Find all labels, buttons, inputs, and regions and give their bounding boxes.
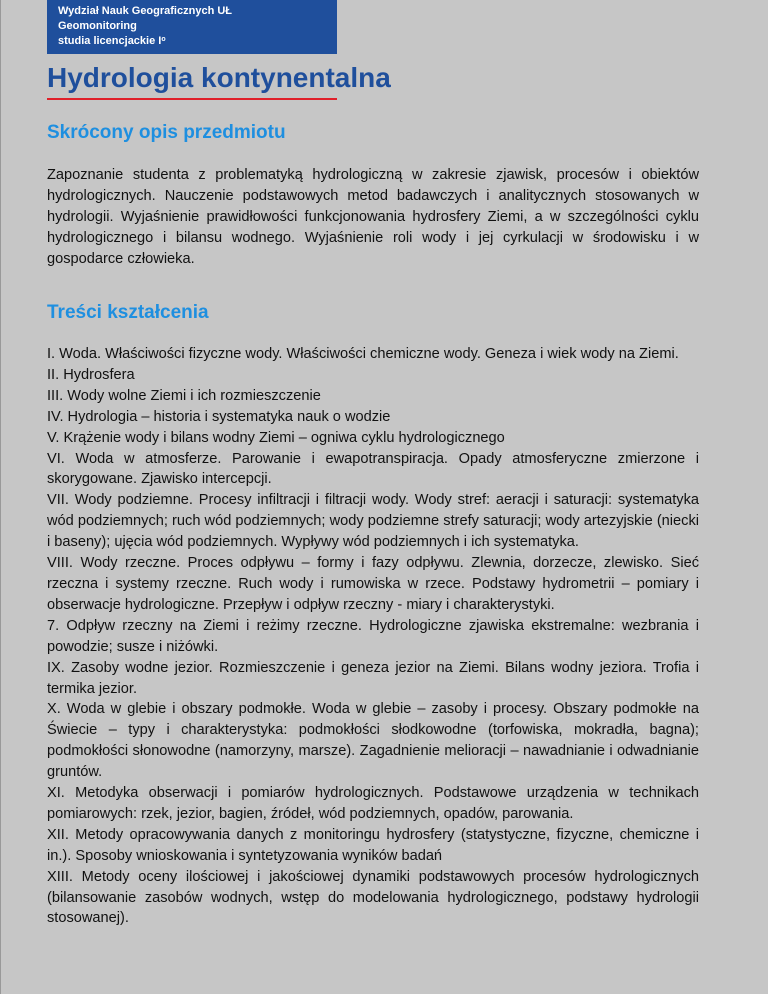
- study-level-text: studia licencjackie I: [58, 35, 162, 47]
- study-level: [58, 34, 327, 49]
- description-heading: Skrócony opis przedmiotu: [47, 122, 286, 143]
- page-title: Hydrologia kontynentalna: [47, 62, 391, 93]
- contents-item: VII. Wody podziemne. Procesy infiltracji i filtracji wody. Wody stref: aeracji i saturacji: systematyka wód podziemnych; ruch wód podziemnych; wody podziemne strefy saturacji; wody artezyjskie (niecki i baseny); ujęcia wód podziemnych. Wypływy wód podziemnych i ich systematyka.: [47, 492, 699, 551]
- contents-list: [47, 344, 699, 929]
- faculty-header: [47, 0, 337, 54]
- program-name: Geomonitoring: [58, 20, 137, 32]
- contents-item: VI. Woda w atmosferze. Parowanie i ewapotranspiracja. Opady atmosferyczne zmierzone i skorygowane. Zjawisko intercepcji.: [47, 450, 699, 488]
- title-underline: [47, 98, 337, 100]
- contents-item: XIII. Metody oceny ilościowej i jakościowej dynamiki podstawowych procesów hydrologicznych (bilansowanie zasobów wodnych, wstęp do modelowania hydrologicznego, podstawy hydrologii stosowanej).: [47, 868, 699, 927]
- degree-marker: o: [161, 36, 166, 43]
- contents-item: I. Woda. Właściwości fizyczne wody. Właściwości chemiczne wody. Geneza i wiek wody na Ziemi.: [47, 346, 679, 362]
- contents-item: II. Hydrosfera: [47, 366, 135, 383]
- contents-heading: Treści kształcenia: [47, 302, 209, 323]
- contents-item: V. Krążenie wody i bilans wodny Ziemi – ogniwa cyklu hydrologicznego: [47, 429, 505, 446]
- contents-item: XII. Metody opracowywania danych z monitoringu hydrosfery (statystyczne, fizyczne, chemiczne i in.). Sposoby wnioskowania i syntetyzowania wyników badań: [47, 826, 699, 864]
- contents-item: VIII. Wody rzeczne. Proces odpływu – formy i fazy odpływu. Zlewnia, dorzecze, zlewisko. Sieć rzeczna i systemy rzeczne. Ruch wody i rumowiska w rzece. Podstawy hydrometrii – pomiary i obserwacje hydrologiczne. Przepływ i odpływ rzeczny - miary i charakterystyki.: [47, 555, 699, 613]
- contents-item: IV. Hydrologia – historia i systematyka nauk o wodzie: [47, 408, 391, 425]
- contents-item: III. Wody wolne Ziemi i ich rozmieszczenie: [47, 387, 321, 404]
- description-text: Zapoznanie studenta z problematyką hydrologiczną w zakresie zjawisk, procesów i obiektów hydrologicznych. Nauczenie podstawowych metod badawczych i analitycznych stosowanych w hydrologii. Wyjaśnienie prawidłowości funkcjonowania hydrosfery Ziemi, a w szczególności cyklu hydrologicznego i bilansu wodnego. Wyjaśnienie roli wody i jej cyrkulacji w środowisku i w gospodarce człowieka.: [47, 167, 699, 267]
- faculty-name: Wydział Nauk Geograficznych UŁ: [58, 5, 233, 17]
- contents-item: 7. Odpływ rzeczny na Ziemi i reżimy rzeczne. Hydrologiczne zjawiska ekstremalne: wezbrania i powodzie; susze i niżówki.: [47, 617, 699, 655]
- contents-item: X. Woda w glebie i obszary podmokłe. Woda w glebie – zasoby i procesy. Obszary podmokłe na Świecie – typy i charakterystyka: podmokłości słodkowodne (torfowiska, mokradła, bagna); podmokłości słonowodne (namorzyny, marsze). Zagadnienie melioracji – nawadnianie i odwadnianie gruntów.: [47, 701, 699, 781]
- contents-item: XI. Metodyka obserwacji i pomiarów hydrologicznych. Podstawowe urządzenia w technikach pomiarowych: rzek, jezior, bagien, źródeł, wód podziemnych, opadów, parowania.: [47, 785, 699, 822]
- contents-item: IX. Zasoby wodne jezior. Rozmieszczenie i geneza jezior na Ziemi. Bilans wodny jeziora. Trofia i termika jezior.: [47, 659, 699, 697]
